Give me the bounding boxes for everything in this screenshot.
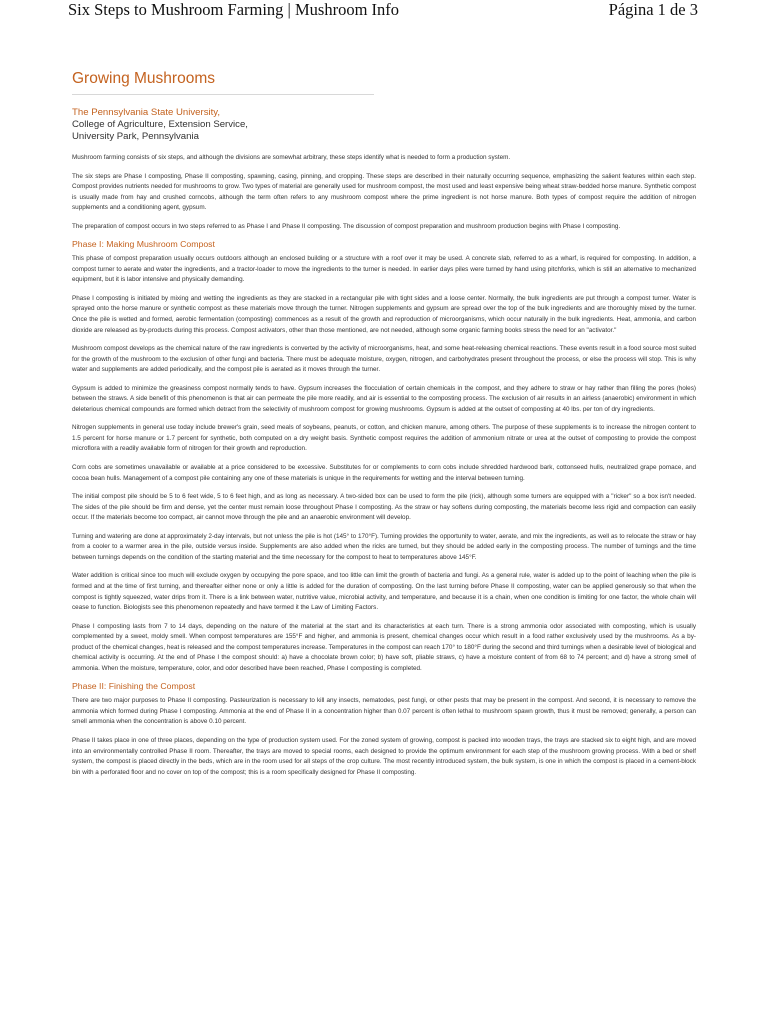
paragraph: This phase of compost preparation usually occurs outdoors although an enclosed building or a structure with a roof over it may be used. A concrete slab, referred to as a wharf, is required for composting. In addition, a compost turner to aerate and water the ingredients, and a tractor-loader to move the ingredients to the turner is needed. In earlier days piles were turned by hand using pitchforks, which is still an alternative to mechanized equipment, but it is labor intensive and physically demanding. bbox=[72, 255, 696, 284]
affiliation-line: University Park, Pennsylvania bbox=[72, 131, 199, 142]
paragraph: Mushroom farming consists of six steps, and although the divisions are somewhat arbitrary, these steps identify what is needed to form a production system. bbox=[72, 154, 511, 161]
section-heading-phase-1: Phase I: Making Mushroom Compost bbox=[72, 239, 215, 250]
paragraph: Nitrogen supplements in general use today include brewer's grain, seed meals of soybeans, peanuts, or cotton, and chicken manure, among others. The purpose of these supplements is to increase the nitrogen content to 1.5 percent for horse manure or 1.7 percent for synthetic, both computed on a dry weight basis. Synthetic compost requires the addition of ammonium nitrate or urea at the outset of composting to provide the compost microflora with a readily available form of nitrogen for their growth and reproduction. bbox=[72, 424, 696, 453]
page-header bbox=[0, 0, 768, 22]
paragraph: The preparation of compost occurs in two steps referred to as Phase I and Phase II composting. The discussion of compost preparation and mushroom production begins with Phase I composting. bbox=[72, 222, 621, 230]
author-affiliation bbox=[72, 107, 696, 143]
article-content bbox=[72, 70, 696, 778]
section-heading-phase-2: Phase II: Finishing the Compost bbox=[72, 681, 196, 692]
affiliation-org: The Pennsylvania State University, bbox=[72, 107, 221, 118]
paragraph: Phase I composting is initiated by mixing and wetting the ingredients as they are stacked in a rectangular pile with tight sides and a loose center. Normally, the bulk ingredients are put through a compost turner. Water is sprayed onto the horse manure or synthetic compost as these materials move through the turner. Nitrogen supplements and gypsum are spread over the top of the bulk ingredients and are thoroughly mixed by the turner. Once the pile is wetted and formed, aerobic fermentation (composting) commences as a result of the growth and reproduction of microorganisms, which occur naturally in the bulk ingredients. Heat, ammonia, and carbon dioxide are released as by-products during this process. Compost activators, other than those mentioned, are not needed, although some organic farming books stress the need for an "activator." bbox=[72, 294, 696, 334]
paragraph: Phase II takes place in one of three places, depending on the type of production system used. For the zoned system of growing, compost is packed into wooden trays, the trays are stacked six to eight high, and are moved into an environmentally controlled Phase II room. Thereafter, the trays are moved to special rooms, each designed to provide the optimum environment for each step of the mushroom growing process. With a bed or shelf system, the compost is placed directly in the beds, which are in the room used for all steps of the crop culture. The most recently introduced system, the bulk system, is one in which the compost is placed in a cement-block bin with a perforated floor and no cover on top of the compost; this is a room specifically designed for Phase II composting. bbox=[72, 736, 696, 776]
paragraph: There are two major purposes to Phase II composting. Pasteurization is necessary to kill any insects, nematodes, pest fungi, or other pests that may be present in the compost. And second, it is necessary to remove the ammonia which formed during Phase I composting. Ammonia at the end of Phase II in a concentration higher than 0.07 percent is often lethal to mushroom spawn growth, thus it must be removed; generally, a person can smell ammonia when the concentration is above 0.10 percent. bbox=[72, 697, 696, 726]
paragraph: The initial compost pile should be 5 to 6 feet wide, 5 to 6 feet high, and as long as necessary. A two-sided box can be used to form the pile (rick), although some turners are equipped with a "ricker" so a box isn't needed. The sides of the pile should be firm and dense, yet the center must remain loose throughout Phase I composting. As the straw or hay softens during composting, the materials become less rigid and compaction can easily occur. If the materials become too compact, air cannot move through the pile and an anaerobic environment will develop. bbox=[72, 493, 696, 522]
article-title: Growing Mushrooms bbox=[72, 70, 374, 95]
page-number: Página 1 de 3 bbox=[608, 0, 698, 19]
document-title-header: Six Steps to Mushroom Farming | Mushroom Info bbox=[68, 0, 400, 19]
paragraph: Corn cobs are sometimes unavailable or available at a price considered to be excessive. Substitutes for or complements to corn cobs include shredded hardwood bark, cottonseed hulls, neutralized grape pomace, and cocoa bean hulls. Management of a compost pile containing any one of these materials is unique in the requirements for wetting and the interval between turning. bbox=[72, 464, 696, 482]
paragraph: Gypsum is added to minimize the greasiness compost normally tends to have. Gypsum increases the flocculation of certain chemicals in the compost, and they adhere to straw or hay rather than filling the pores (holes) between the straws. A side benefit of this phenomenon is that air can permeate the pile more readily, and air is essential to the composting process. The exclusion of air results in an airless (anaerobic) environment in which deleterious chemical compounds are formed which detract from the selectivity of mushroom compost for growing mushrooms. Gypsum is added at the outset of composting at 40 lbs. per ton of dry ingredients. bbox=[72, 384, 696, 413]
paragraph: Phase I composting lasts from 7 to 14 days, depending on the nature of the material at the start and its characteristics at each turn. There is a strong ammonia odor associated with composting, which is usually complemented by a sweet, moldy smell. When compost temperatures are 155°F and higher, and ammonia is present, chemical changes occur which result in a food rather exclusively used by the mushrooms. As a by-product of the chemical changes, heat is released and the compost temperatures increase. Temperatures in the compost can reach 170° to 180°F during the second and third turnings when a desirable level of biological and chemical activity is occurring. At the end of Phase I the compost should: a) have a chocolate brown color; b) have soft, pliable straws, c) have a moisture content of from 68 to 74 percent; and d) have a strong smell of ammonia. When the moisture, temperature, color, and odor described have been reached, Phase I composting is completed. bbox=[72, 622, 696, 672]
paragraph: Water addition is critical since too much will exclude oxygen by occupying the pore space, and too little can limit the growth of bacteria and fungi. As a general rule, water is added up to the point of leaching when the pile is formed and at the time of first turning, and thereafter either none or only a little is added for the duration of composting. On the last turning before Phase II composting, water can be applied generously so that when the compost is tightly squeezed, water drips from it. There is a link between water, nutritive value, microbial activity, and temperature, and because it is a chain, when one condition is limiting for one factor, the whole chain will cease to function. Biologists see this phenomenon repeatedly and have termed it the Law of Limiting Factors. bbox=[72, 572, 696, 612]
paragraph: Turning and watering are done at approximately 2-day intervals, but not unless the pile is hot (145° to 170°F). Turning provides the opportunity to water, aerate, and mix the ingredients, as well as to relocate the straw or hay from a cooler to a warmer area in the pile, outside versus inside. Supplements are also added when the ricks are turned, but they should be added early in the composting process. The number of turnings and the time between turnings depends on the condition of the starting material and the time necessary for the compost to heat to temperatures above 145°F. bbox=[72, 532, 696, 561]
paragraph: The six steps are Phase I composting, Phase II composting, spawning, casing, pinning, and cropping. These steps are described in their naturally occurring sequence, emphasizing the salient features within each step. Compost provides nutrients needed for mushrooms to grow. Two types of material are generally used for mushroom compost, the most used and least expensive being wheat straw-bedded horse manure. Synthetic compost is usually made from hay and crushed corncobs, although the term often refers to any mushroom compost where the prime ingredient is not horse manure. Both types of compost require the addition of nitrogen supplements and a conditioning agent, gypsum. bbox=[72, 172, 697, 212]
paragraph: Mushroom compost develops as the chemical nature of the raw ingredients is converted by the activity of microorganisms, heat, and some heat-releasing chemical reactions. These events result in a food source most suited for the growth of the mushroom to the exclusion of other fungi and bacteria. There must be adequate moisture, oxygen, nitrogen, and carbohydrates present throughout the process, or else the process will stop. This is why water and supplements are added periodically, and the compost pile is aerated as it moves through the turner. bbox=[72, 345, 696, 374]
affiliation-line: College of Agriculture, Extension Service, bbox=[72, 119, 248, 130]
